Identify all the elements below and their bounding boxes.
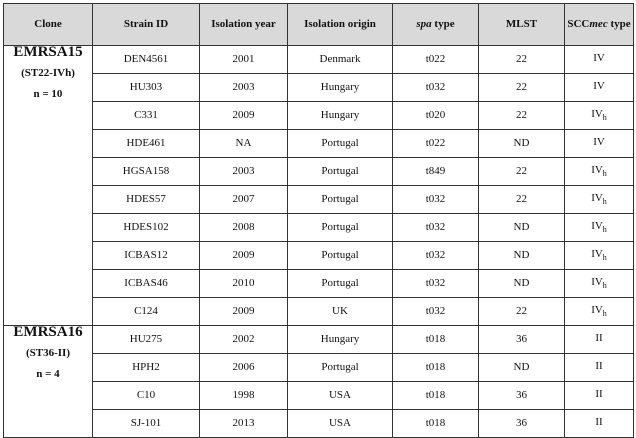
table-row xyxy=(4,46,634,74)
isolation-origin-cell: Portugal xyxy=(288,186,393,214)
sccmec-type-value: IV xyxy=(591,219,603,232)
isolation-year-cell: 2006 xyxy=(200,354,288,382)
sccmec-type-value: IV xyxy=(591,275,603,288)
isolation-year-cell: 2010 xyxy=(200,270,288,298)
spa-type-cell: t032 xyxy=(393,298,479,326)
sccmec-type-cell xyxy=(565,186,634,214)
isolation-origin-cell: USA xyxy=(288,410,393,438)
header-clone: Clone xyxy=(4,4,93,46)
spa-type-cell: t849 xyxy=(393,158,479,186)
mlst-cell: 36 xyxy=(479,326,565,354)
isolation-year-cell: 2002 xyxy=(200,326,288,354)
sccmec-subtype: h xyxy=(602,280,607,290)
isolation-year-cell: NA xyxy=(200,130,288,158)
sccmec-type-value: IV xyxy=(591,107,603,120)
strain-id-cell: ICBAS12 xyxy=(93,242,200,270)
sccmec-type-cell xyxy=(565,102,634,130)
mlst-cell: 22 xyxy=(479,158,565,186)
header-row xyxy=(4,4,634,46)
strain-id-cell: HDE461 xyxy=(93,130,200,158)
isolation-year-cell: 2009 xyxy=(200,242,288,270)
isolation-origin-cell: Hungary xyxy=(288,326,393,354)
header-mlst: MLST xyxy=(479,4,565,46)
isolation-origin-cell: Portugal xyxy=(288,158,393,186)
table-row xyxy=(4,298,634,326)
strain-id-cell: ICBAS46 xyxy=(93,270,200,298)
isolation-origin-cell: Portugal xyxy=(288,214,393,242)
strain-id-cell: SJ-101 xyxy=(93,410,200,438)
table-row xyxy=(4,270,634,298)
mlst-cell: 22 xyxy=(479,46,565,74)
header-spa-type xyxy=(393,4,479,46)
table-body xyxy=(4,46,634,438)
sccmec-type-cell xyxy=(565,382,634,410)
table-row xyxy=(4,130,634,158)
table-row xyxy=(4,410,634,438)
table-row xyxy=(4,354,634,382)
spa-type-cell: t032 xyxy=(393,270,479,298)
isolation-origin-cell: Portugal xyxy=(288,242,393,270)
header-scc-suffix: type xyxy=(607,18,631,30)
clone-count: n = 10 xyxy=(33,88,63,100)
spa-type-cell: t032 xyxy=(393,186,479,214)
sccmec-type-cell xyxy=(565,242,634,270)
sccmec-type-value: IV xyxy=(591,191,603,204)
sccmec-type-cell xyxy=(565,298,634,326)
sccmec-type-value: IV xyxy=(591,303,603,316)
spa-type-cell: t018 xyxy=(393,382,479,410)
strain-id-cell: C331 xyxy=(93,102,200,130)
sccmec-subtype: h xyxy=(602,252,607,262)
isolation-year-cell: 1998 xyxy=(200,382,288,410)
isolation-origin-cell: UK xyxy=(288,298,393,326)
mlst-cell: ND xyxy=(479,270,565,298)
header-isolation-origin: Isolation origin xyxy=(288,4,393,46)
spa-type-cell: t018 xyxy=(393,326,479,354)
mlst-cell: ND xyxy=(479,354,565,382)
strain-id-cell: HDES57 xyxy=(93,186,200,214)
table-row xyxy=(4,158,634,186)
strain-id-cell: DEN4561 xyxy=(93,46,200,74)
sccmec-type-value: II xyxy=(595,331,603,344)
sccmec-type-cell xyxy=(565,130,634,158)
table-row xyxy=(4,214,634,242)
spa-type-cell: t022 xyxy=(393,46,479,74)
mlst-cell: ND xyxy=(479,242,565,270)
sccmec-type-value: IV xyxy=(591,163,603,176)
sccmec-subtype: h xyxy=(602,224,607,234)
isolation-year-cell: 2001 xyxy=(200,46,288,74)
isolation-year-cell: 2008 xyxy=(200,214,288,242)
sccmec-subtype: h xyxy=(602,308,607,318)
clone-sequence-type: (ST36-II) xyxy=(25,347,70,359)
clone-cell xyxy=(4,326,93,438)
strain-table xyxy=(3,3,634,438)
header-scc-prefix: SCC xyxy=(567,18,590,30)
mlst-cell: ND xyxy=(479,214,565,242)
sccmec-type-cell xyxy=(565,326,634,354)
clone-name: EMRSA16 xyxy=(13,324,83,340)
mlst-cell: 22 xyxy=(479,74,565,102)
spa-type-cell: t018 xyxy=(393,410,479,438)
strain-id-cell: HGSA158 xyxy=(93,158,200,186)
isolation-year-cell: 2009 xyxy=(200,102,288,130)
sccmec-type-value: II xyxy=(595,359,603,372)
isolation-origin-cell: Hungary xyxy=(288,102,393,130)
strain-id-cell: HU275 xyxy=(93,326,200,354)
clone-cell xyxy=(4,46,93,326)
spa-type-cell: t032 xyxy=(393,242,479,270)
clone-name: EMRSA15 xyxy=(13,44,83,60)
sccmec-subtype: h xyxy=(602,196,607,206)
isolation-year-cell: 2007 xyxy=(200,186,288,214)
isolation-year-cell: 2013 xyxy=(200,410,288,438)
strain-id-cell: C124 xyxy=(93,298,200,326)
mlst-cell: ND xyxy=(479,130,565,158)
mlst-cell: 22 xyxy=(479,298,565,326)
clone-count: n = 4 xyxy=(36,368,60,380)
isolation-year-cell: 2009 xyxy=(200,298,288,326)
spa-type-cell: t022 xyxy=(393,130,479,158)
isolation-year-cell: 2003 xyxy=(200,158,288,186)
sccmec-type-cell xyxy=(565,214,634,242)
sccmec-type-value: IV xyxy=(593,79,605,92)
table-row xyxy=(4,102,634,130)
strain-id-cell: C10 xyxy=(93,382,200,410)
sccmec-type-cell xyxy=(565,410,634,438)
sccmec-type-cell xyxy=(565,270,634,298)
table-row xyxy=(4,326,634,354)
sccmec-type-value: IV xyxy=(593,51,605,64)
isolation-origin-cell: Portugal xyxy=(288,354,393,382)
isolation-origin-cell: USA xyxy=(288,382,393,410)
mlst-cell: 22 xyxy=(479,186,565,214)
isolation-origin-cell: Portugal xyxy=(288,130,393,158)
sccmec-type-value: II xyxy=(595,415,603,428)
sccmec-type-cell xyxy=(565,158,634,186)
sccmec-subtype: h xyxy=(602,112,607,122)
mlst-cell: 36 xyxy=(479,382,565,410)
sccmec-type-value: IV xyxy=(593,135,605,148)
header-isolation-year: Isolation year xyxy=(200,4,288,46)
sccmec-type-value: IV xyxy=(591,247,603,260)
table-row xyxy=(4,382,634,410)
sccmec-type-cell xyxy=(565,354,634,382)
spa-type-cell: t020 xyxy=(393,102,479,130)
spa-type-cell: t018 xyxy=(393,354,479,382)
header-spa-italic: spa xyxy=(416,18,432,30)
clone-sequence-type: (ST22-IVh) xyxy=(21,67,75,79)
isolation-year-cell: 2003 xyxy=(200,74,288,102)
isolation-origin-cell: Portugal xyxy=(288,270,393,298)
sccmec-type-value: II xyxy=(595,387,603,400)
sccmec-type-cell xyxy=(565,74,634,102)
spa-type-cell: t032 xyxy=(393,74,479,102)
isolation-origin-cell: Denmark xyxy=(288,46,393,74)
sccmec-type-cell xyxy=(565,46,634,74)
strain-id-cell: HPH2 xyxy=(93,354,200,382)
isolation-origin-cell: Hungary xyxy=(288,74,393,102)
header-sccmec-type xyxy=(565,4,634,46)
sccmec-subtype: h xyxy=(602,168,607,178)
spa-type-cell: t032 xyxy=(393,214,479,242)
strain-id-cell: HU303 xyxy=(93,74,200,102)
header-strain-id: Strain ID xyxy=(93,4,200,46)
header-scc-italic: mec xyxy=(589,18,608,30)
mlst-cell: 22 xyxy=(479,102,565,130)
mlst-cell: 36 xyxy=(479,410,565,438)
table-row xyxy=(4,74,634,102)
table-row xyxy=(4,242,634,270)
header-spa-rest: type xyxy=(431,18,455,30)
table-row xyxy=(4,186,634,214)
strain-id-cell: HDES102 xyxy=(93,214,200,242)
